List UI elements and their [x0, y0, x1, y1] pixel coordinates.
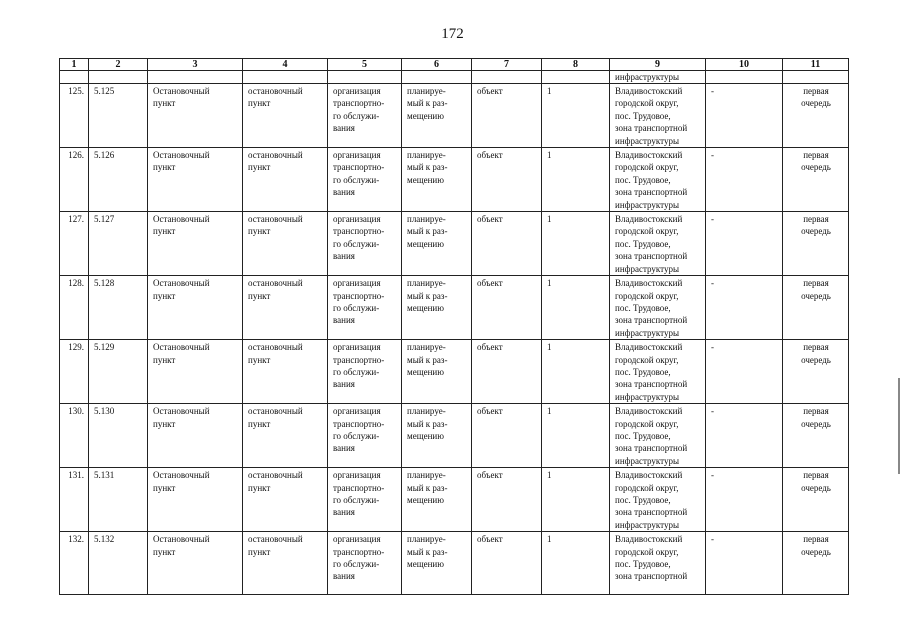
stage-cell: первая очередь — [783, 532, 849, 595]
location-cell: Владивостокский городской округ, пос. Трудовое, зона транспортной — [610, 532, 706, 595]
table-cell — [89, 71, 148, 84]
table-cell — [243, 71, 328, 84]
count-cell: 1 — [542, 148, 610, 212]
table-cell: инфраструктуры — [610, 71, 706, 84]
table-cell — [328, 71, 402, 84]
table-row — [60, 276, 849, 340]
zone-cell: - — [706, 276, 783, 340]
purpose-cell: организация транспортно- го обслужи- вания — [328, 276, 402, 340]
count-cell: 1 — [542, 276, 610, 340]
status-cell: планируе- мый к раз- мещению — [402, 84, 472, 148]
table-row — [60, 148, 849, 212]
purpose-cell: организация транспортно- го обслужи- вания — [328, 84, 402, 148]
type-cell: остановочный пункт — [243, 468, 328, 532]
name-cell: Остановочный пункт — [148, 212, 243, 276]
table-cell — [706, 71, 783, 84]
kind-cell: объект — [472, 276, 542, 340]
stage-cell: первая очередь — [783, 148, 849, 212]
location-cell: Владивостокский городской округ, пос. Трудовое, зона транспортной инфраструктуры — [610, 340, 706, 404]
status-cell: планируе- мый к раз- мещению — [402, 148, 472, 212]
location-cell: Владивостокский городской округ, пос. Трудовое, зона транспортной инфраструктуры — [610, 468, 706, 532]
table-row — [60, 212, 849, 276]
name-cell: Остановочный пункт — [148, 340, 243, 404]
purpose-cell: организация транспортно- го обслужи- вания — [328, 532, 402, 595]
status-cell: планируе- мый к раз- мещению — [402, 532, 472, 595]
row-number-cell: 128. — [60, 276, 89, 340]
type-cell: остановочный пункт — [243, 276, 328, 340]
name-cell: Остановочный пункт — [148, 532, 243, 595]
code-cell: 5.130 — [89, 404, 148, 468]
table-cell — [148, 71, 243, 84]
kind-cell: объект — [472, 84, 542, 148]
stage-cell: первая очередь — [783, 468, 849, 532]
header-cell: 7 — [472, 59, 542, 71]
header-cell: 8 — [542, 59, 610, 71]
table-cell — [402, 71, 472, 84]
type-cell: остановочный пункт — [243, 340, 328, 404]
table-row — [60, 532, 849, 595]
objects-table — [59, 58, 849, 595]
row-number-cell: 131. — [60, 468, 89, 532]
count-cell: 1 — [542, 532, 610, 595]
count-cell: 1 — [542, 468, 610, 532]
table-header — [60, 59, 849, 71]
stage-cell: первая очередь — [783, 404, 849, 468]
kind-cell: объект — [472, 532, 542, 595]
zone-cell: - — [706, 212, 783, 276]
table-row — [60, 468, 849, 532]
header-cell: 9 — [610, 59, 706, 71]
header-cell: 4 — [243, 59, 328, 71]
kind-cell: объект — [472, 148, 542, 212]
kind-cell: объект — [472, 404, 542, 468]
scan-edge-mark — [898, 378, 900, 474]
stage-cell: первая очередь — [783, 212, 849, 276]
table-cell — [783, 71, 849, 84]
name-cell: Остановочный пункт — [148, 148, 243, 212]
zone-cell: - — [706, 532, 783, 595]
header-cell: 6 — [402, 59, 472, 71]
zone-cell: - — [706, 84, 783, 148]
type-cell: остановочный пункт — [243, 212, 328, 276]
table-body — [60, 71, 849, 595]
type-cell: остановочный пункт — [243, 404, 328, 468]
table-cell — [472, 71, 542, 84]
continuation-row — [60, 71, 849, 84]
stage-cell: первая очередь — [783, 276, 849, 340]
row-number-cell: 132. — [60, 532, 89, 595]
purpose-cell: организация транспортно- го обслужи- вания — [328, 148, 402, 212]
kind-cell: объект — [472, 212, 542, 276]
stage-cell: первая очередь — [783, 84, 849, 148]
name-cell: Остановочный пункт — [148, 84, 243, 148]
location-cell: Владивостокский городской округ, пос. Трудовое, зона транспортной инфраструктуры — [610, 84, 706, 148]
zone-cell: - — [706, 148, 783, 212]
code-cell: 5.132 — [89, 532, 148, 595]
zone-cell: - — [706, 468, 783, 532]
kind-cell: объект — [472, 468, 542, 532]
type-cell: остановочный пункт — [243, 148, 328, 212]
table-row — [60, 404, 849, 468]
row-number-cell: 130. — [60, 404, 89, 468]
row-number-cell: 126. — [60, 148, 89, 212]
count-cell: 1 — [542, 340, 610, 404]
purpose-cell: организация транспортно- го обслужи- вания — [328, 212, 402, 276]
type-cell: остановочный пункт — [243, 84, 328, 148]
code-cell: 5.127 — [89, 212, 148, 276]
name-cell: Остановочный пункт — [148, 404, 243, 468]
header-cell: 2 — [89, 59, 148, 71]
type-cell: остановочный пункт — [243, 532, 328, 595]
row-number-cell: 129. — [60, 340, 89, 404]
page-number: 172 — [441, 26, 464, 42]
status-cell: планируе- мый к раз- мещению — [402, 212, 472, 276]
code-cell: 5.128 — [89, 276, 148, 340]
table-cell — [60, 71, 89, 84]
location-cell: Владивостокский городской округ, пос. Трудовое, зона транспортной инфраструктуры — [610, 276, 706, 340]
header-cell: 11 — [783, 59, 849, 71]
status-cell: планируе- мый к раз- мещению — [402, 468, 472, 532]
location-cell: Владивостокский городской округ, пос. Трудовое, зона транспортной инфраструктуры — [610, 404, 706, 468]
name-cell: Остановочный пункт — [148, 468, 243, 532]
stage-cell: первая очередь — [783, 340, 849, 404]
header-cell: 3 — [148, 59, 243, 71]
code-cell: 5.129 — [89, 340, 148, 404]
count-cell: 1 — [542, 84, 610, 148]
location-cell: Владивостокский городской округ, пос. Трудовое, зона транспортной инфраструктуры — [610, 212, 706, 276]
code-cell: 5.126 — [89, 148, 148, 212]
header-cell: 10 — [706, 59, 783, 71]
status-cell: планируе- мый к раз- мещению — [402, 276, 472, 340]
purpose-cell: организация транспортно- го обслужи- вания — [328, 468, 402, 532]
zone-cell: - — [706, 404, 783, 468]
purpose-cell: организация транспортно- го обслужи- вания — [328, 340, 402, 404]
table-cell — [542, 71, 610, 84]
header-row — [60, 59, 849, 71]
code-cell: 5.125 — [89, 84, 148, 148]
header-cell: 1 — [60, 59, 89, 71]
row-number-cell: 125. — [60, 84, 89, 148]
name-cell: Остановочный пункт — [148, 276, 243, 340]
count-cell: 1 — [542, 212, 610, 276]
count-cell: 1 — [542, 404, 610, 468]
table-row — [60, 340, 849, 404]
code-cell: 5.131 — [89, 468, 148, 532]
header-cell: 5 — [328, 59, 402, 71]
status-cell: планируе- мый к раз- мещению — [402, 404, 472, 468]
table-row — [60, 84, 849, 148]
zone-cell: - — [706, 340, 783, 404]
purpose-cell: организация транспортно- го обслужи- вания — [328, 404, 402, 468]
row-number-cell: 127. — [60, 212, 89, 276]
kind-cell: объект — [472, 340, 542, 404]
status-cell: планируе- мый к раз- мещению — [402, 340, 472, 404]
location-cell: Владивостокский городской округ, пос. Трудовое, зона транспортной инфраструктуры — [610, 148, 706, 212]
